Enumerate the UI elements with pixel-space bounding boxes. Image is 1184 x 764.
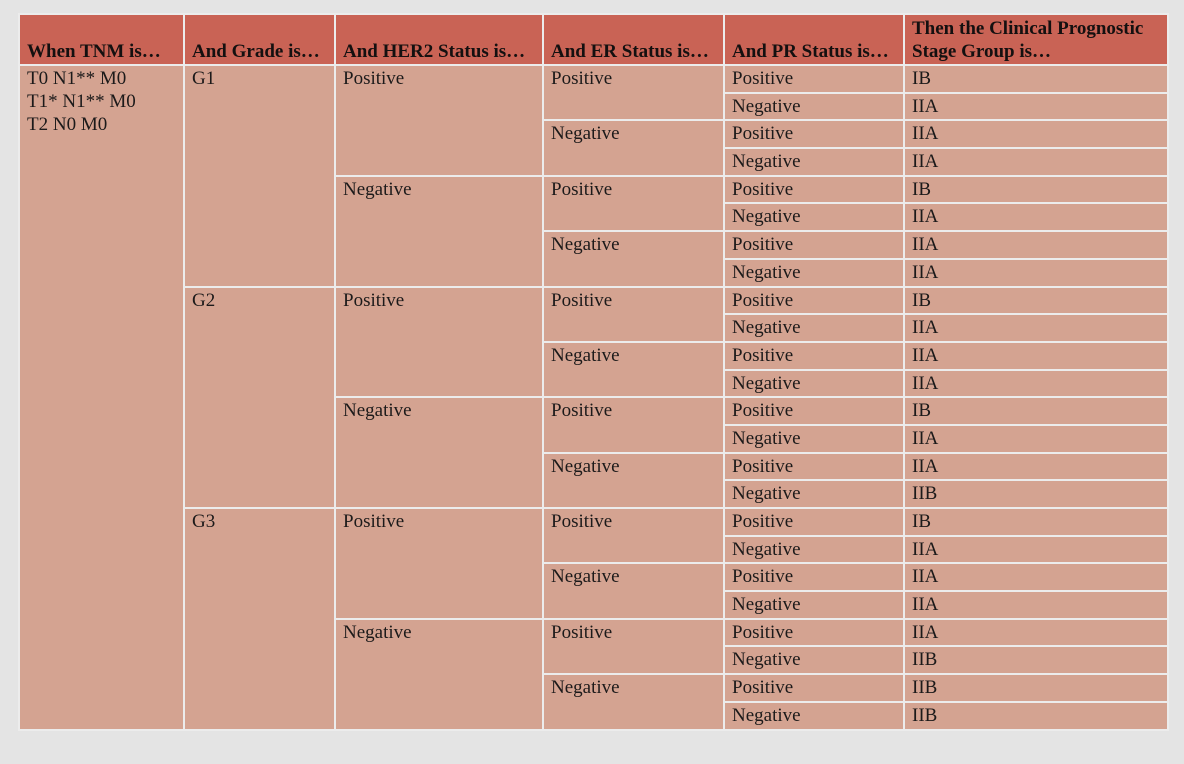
stage-cell: IIA [904, 314, 1168, 342]
header-tnm: When TNM is… [19, 14, 184, 65]
stage-cell: IIA [904, 203, 1168, 231]
stage-cell: IIB [904, 674, 1168, 702]
er-cell: Negative [543, 120, 724, 175]
tnm-cell [19, 65, 184, 730]
her2-cell: Negative [335, 176, 543, 287]
table-row [19, 287, 1168, 315]
pr-cell: Positive [724, 65, 904, 93]
pr-cell: Negative [724, 203, 904, 231]
grade-cell: G2 [184, 287, 335, 509]
header-stage: Then the Clinical Prognostic Stage Group is… [904, 14, 1168, 65]
er-cell: Positive [543, 508, 724, 563]
pr-cell: Negative [724, 591, 904, 619]
table-header [19, 14, 1168, 65]
pr-cell: Positive [724, 563, 904, 591]
stage-cell: IIA [904, 453, 1168, 481]
her2-cell: Negative [335, 619, 543, 730]
er-cell: Positive [543, 287, 724, 342]
table-row [19, 65, 1168, 93]
her2-cell: Negative [335, 397, 543, 508]
stage-cell: IIA [904, 425, 1168, 453]
pr-cell: Negative [724, 702, 904, 730]
table-body [19, 65, 1168, 730]
er-cell: Negative [543, 674, 724, 729]
tnm-value: T1* N1** M0 [27, 91, 136, 112]
stage-cell: IB [904, 176, 1168, 204]
er-cell: Negative [543, 453, 724, 508]
stage-cell: IIB [904, 646, 1168, 674]
header-er: And ER Status is… [543, 14, 724, 65]
er-cell: Negative [543, 231, 724, 286]
er-cell: Negative [543, 342, 724, 397]
pr-cell: Positive [724, 176, 904, 204]
grade-cell: G1 [184, 65, 335, 287]
stage-cell: IIA [904, 120, 1168, 148]
header-pr: And PR Status is… [724, 14, 904, 65]
pr-cell: Positive [724, 674, 904, 702]
staging-table [18, 13, 1169, 731]
stage-cell: IB [904, 397, 1168, 425]
stage-cell: IIA [904, 370, 1168, 398]
stage-cell: IIA [904, 591, 1168, 619]
pr-cell: Negative [724, 148, 904, 176]
table-row [19, 508, 1168, 536]
stage-cell: IB [904, 508, 1168, 536]
pr-cell: Negative [724, 425, 904, 453]
pr-cell: Negative [724, 480, 904, 508]
er-cell: Positive [543, 619, 724, 674]
stage-cell: IIB [904, 480, 1168, 508]
stage-cell: IIA [904, 563, 1168, 591]
stage-cell: IIA [904, 619, 1168, 647]
stage-cell: IIA [904, 231, 1168, 259]
pr-cell: Negative [724, 259, 904, 287]
pr-cell: Positive [724, 508, 904, 536]
pr-cell: Negative [724, 536, 904, 564]
pr-cell: Positive [724, 342, 904, 370]
er-cell: Positive [543, 65, 724, 120]
er-cell: Positive [543, 397, 724, 452]
tnm-value: T0 N1** M0 [27, 68, 127, 89]
pr-cell: Positive [724, 397, 904, 425]
stage-cell: IIA [904, 259, 1168, 287]
her2-cell: Positive [335, 65, 543, 176]
stage-cell: IB [904, 287, 1168, 315]
her2-cell: Positive [335, 508, 543, 619]
tnm-value: T2 N0 M0 [27, 114, 108, 135]
pr-cell: Positive [724, 453, 904, 481]
pr-cell: Negative [724, 314, 904, 342]
stage-cell: IIB [904, 702, 1168, 730]
stage-cell: IIA [904, 148, 1168, 176]
pr-cell: Positive [724, 287, 904, 315]
pr-cell: Positive [724, 120, 904, 148]
header-grade: And Grade is… [184, 14, 335, 65]
pr-cell: Positive [724, 619, 904, 647]
er-cell: Positive [543, 176, 724, 231]
stage-cell: IIA [904, 536, 1168, 564]
stage-cell: IB [904, 65, 1168, 93]
pr-cell: Negative [724, 646, 904, 674]
pr-cell: Positive [724, 231, 904, 259]
stage-cell: IIA [904, 93, 1168, 121]
header-row [19, 14, 1168, 65]
er-cell: Negative [543, 563, 724, 618]
stage-cell: IIA [904, 342, 1168, 370]
pr-cell: Negative [724, 93, 904, 121]
her2-cell: Positive [335, 287, 543, 398]
header-her2: And HER2 Status is… [335, 14, 543, 65]
pr-cell: Negative [724, 370, 904, 398]
grade-cell: G3 [184, 508, 335, 730]
